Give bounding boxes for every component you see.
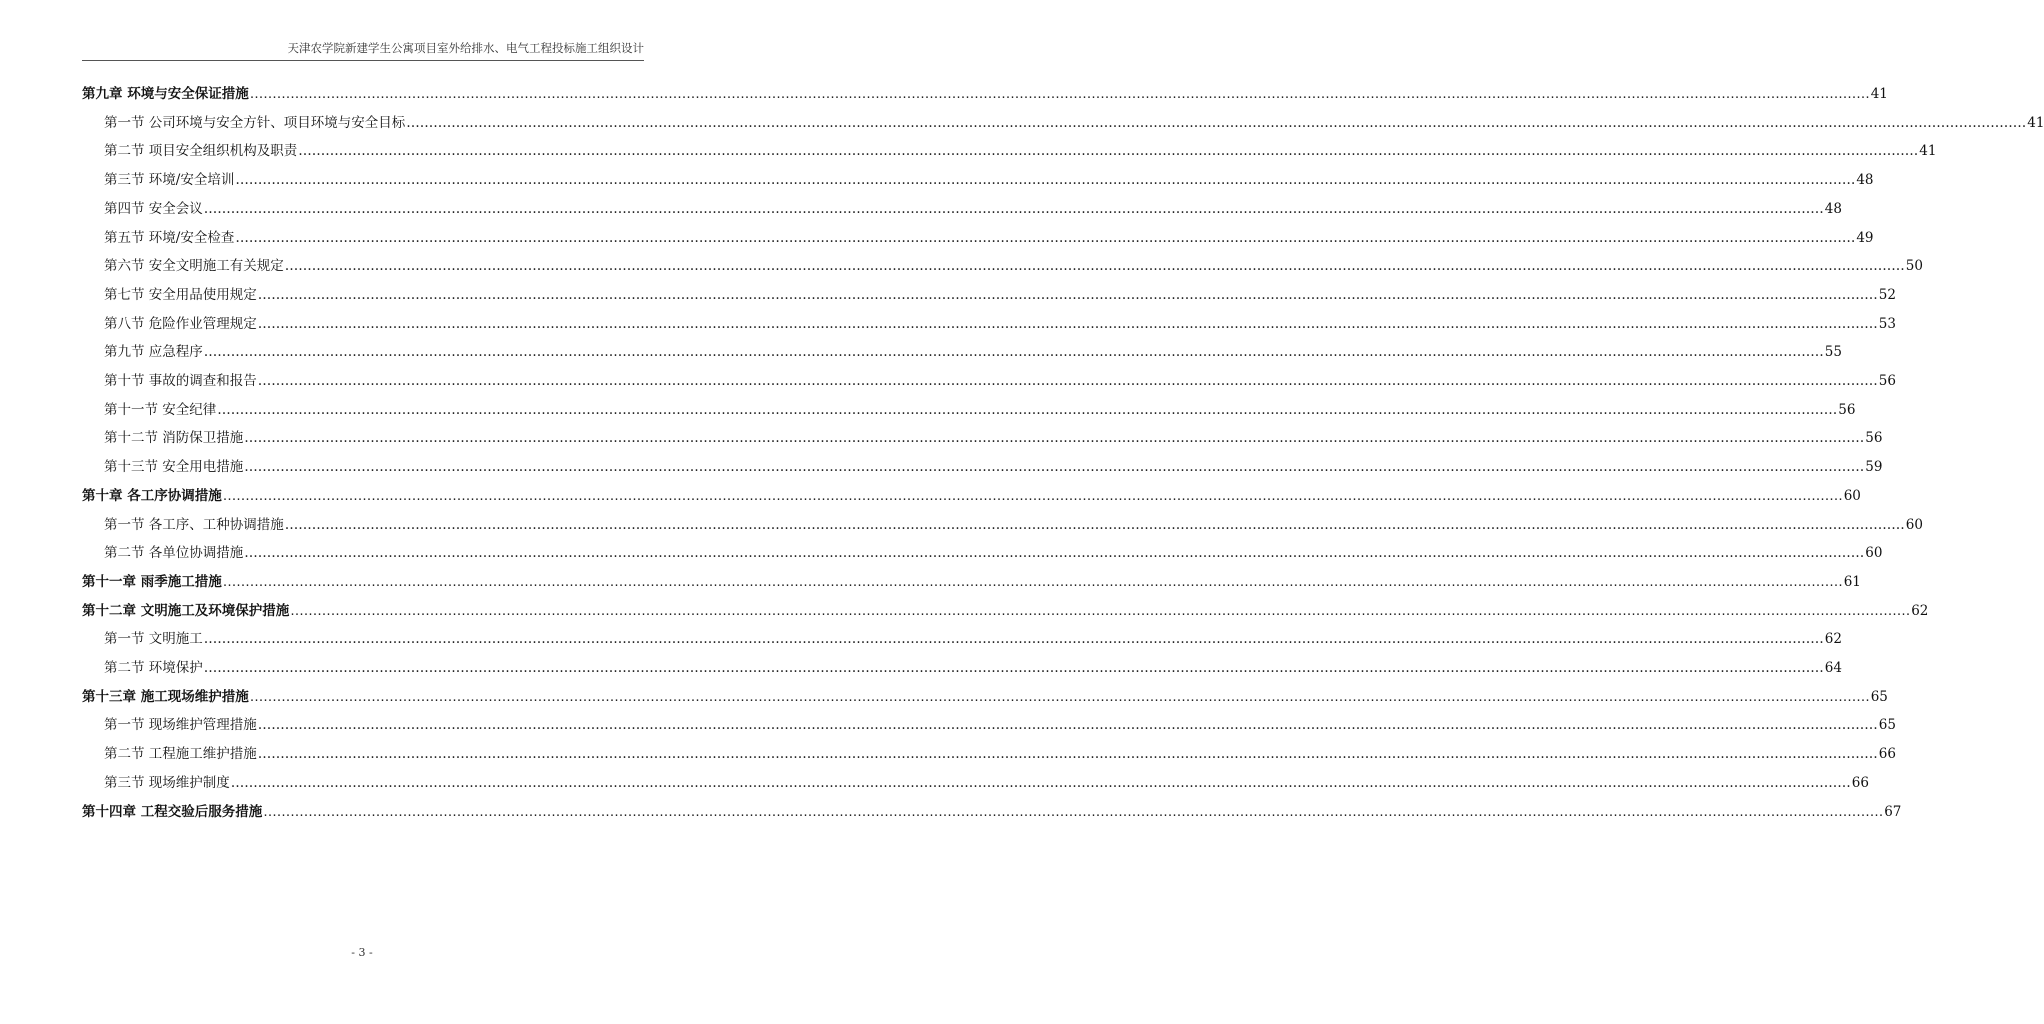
toc-entry-page-number: 48 — [1856, 172, 1874, 189]
toc-entry-title: 第三节 现场维护制度 — [104, 774, 230, 791]
toc-entry-page-number: 55 — [1824, 344, 1842, 361]
toc-entry-title: 第十三节 安全用电措施 — [104, 459, 244, 476]
toc-section-entry[interactable] — [104, 342, 1842, 362]
toc-section-entry[interactable] — [104, 199, 1842, 219]
toc-dot-leader: ……………………………………………………………………………………………………………………………………………………………………………………………………………………………………………………………………………………………………………………………… — [222, 573, 1843, 590]
toc-entry-page-number: 59 — [1865, 459, 1883, 476]
toc-entry-title: 第十节 事故的调查和报告 — [104, 373, 257, 389]
toc-entry-page-number: 65 — [1870, 688, 1888, 705]
toc-entry-page-number: 50 — [1905, 258, 1923, 275]
toc-entry-title: 第二节 各单位协调措施 — [104, 545, 244, 562]
toc-entry-page-number: 60 — [1843, 487, 1861, 504]
toc-entry-title: 第十一节 安全纪律 — [104, 401, 217, 418]
toc-section-entry[interactable] — [104, 314, 1896, 334]
toc-chapter-entry[interactable] — [82, 84, 1888, 104]
toc-dot-leader: ……………………………………………………………………………………………………………………………………………………………………………………………………………………………………………………………………………………………………………………………… — [203, 200, 1824, 217]
toc-dot-leader: ……………………………………………………………………………………………………………………………………………………………………………………………………………………………………………………………………………………………………………………………… — [263, 803, 1884, 820]
toc-entry-title: 第一节 公司环境与安全方针、项目环境与安全目标 — [104, 114, 406, 131]
toc-dot-leader: ……………………………………………………………………………………………………………………………………………………………………………………………………………………………………………………………………………………………………………………………… — [249, 688, 1870, 705]
toc-entry-title: 第十章 各工序协调措施 — [82, 487, 222, 504]
toc-dot-leader: ……………………………………………………………………………………………………………………………………………………………………………………………………………………………………………………………………………………………………………………………… — [244, 459, 1865, 476]
toc-entry-page-number: 56 — [1878, 373, 1896, 389]
toc-entry-page-number: 60 — [1865, 545, 1883, 562]
toc-dot-leader: ……………………………………………………………………………………………………………………………………………………………………………………………………………………………………………………………………………………………………………………………… — [244, 545, 1865, 562]
toc-dot-leader: ……………………………………………………………………………………………………………………………………………………………………………………………………………………………………………………………………………………………………………………………… — [284, 258, 1905, 275]
toc-entry-title: 第十三章 施工现场维护措施 — [82, 688, 249, 705]
toc-entry-page-number: 49 — [1856, 229, 1874, 246]
toc-dot-leader: ……………………………………………………………………………………………………………………………………………………………………………………………………………………………………………………………………………………………………………………………… — [298, 143, 1919, 160]
toc-section-entry[interactable] — [104, 629, 1842, 649]
toc-section-entry[interactable] — [104, 113, 2044, 133]
toc-chapter-entry[interactable] — [82, 802, 1902, 822]
toc-section-entry[interactable] — [104, 285, 1896, 305]
toc-entry-page-number: 64 — [1824, 660, 1842, 676]
toc-chapter-entry[interactable] — [82, 687, 1888, 707]
toc-entry-title: 第十四章 工程交验后服务措施 — [82, 803, 263, 820]
toc-entry-page-number: 48 — [1824, 200, 1842, 217]
toc-entry-title: 第一节 现场维护管理措施 — [104, 717, 257, 734]
toc-section-entry[interactable] — [104, 658, 1842, 678]
toc-dot-leader: ……………………………………………………………………………………………………………………………………………………………………………………………………………………………………………………………………………………………………………………………… — [257, 717, 1878, 734]
toc-entry-page-number: 62 — [1911, 602, 1929, 619]
toc-section-entry[interactable] — [104, 457, 1883, 477]
toc-entry-page-number: 56 — [1838, 401, 1856, 418]
toc-entry-page-number: 52 — [1878, 286, 1896, 303]
toc-entry-title: 第一节 各工序、工种协调措施 — [104, 516, 284, 533]
toc-entry-title: 第二节 工程施工维护措施 — [104, 746, 257, 763]
toc-section-entry[interactable] — [104, 141, 1937, 161]
toc-dot-leader: ……………………………………………………………………………………………………………………………………………………………………………………………………………………………………………………………………………………………………………………………… — [249, 86, 1870, 102]
toc-section-entry[interactable] — [104, 744, 1896, 764]
toc-entry-page-number: 66 — [1851, 774, 1869, 791]
toc-entry-title: 第二节 项目安全组织机构及职责 — [104, 143, 298, 160]
toc-dot-leader: ……………………………………………………………………………………………………………………………………………………………………………………………………………………………………………………………………………………………………………………………… — [257, 286, 1878, 303]
toc-dot-leader: ……………………………………………………………………………………………………………………………………………………………………………………………………………………………………………………………………………………………………………………………… — [222, 487, 1843, 504]
toc-entry-title: 第十二节 消防保卫措施 — [104, 430, 244, 447]
toc-section-entry[interactable] — [104, 773, 1869, 793]
toc-entry-title: 第十一章 雨季施工措施 — [82, 573, 222, 590]
toc-entry-title: 第七节 安全用品使用规定 — [104, 286, 257, 303]
page-header: 天津农学院新建学生公寓项目室外给排水、电气工程投标施工组织设计 — [82, 40, 644, 61]
toc-entry-page-number: 61 — [1843, 573, 1861, 590]
toc-dot-leader: ……………………………………………………………………………………………………………………………………………………………………………………………………………………………………………………………………………………………………………………………… — [257, 315, 1878, 332]
toc-section-entry[interactable] — [104, 543, 1883, 563]
toc-chapter-entry[interactable] — [82, 572, 1861, 592]
toc-dot-leader: ……………………………………………………………………………………………………………………………………………………………………………………………………………………………………………………………………………………………………………………………… — [217, 401, 1838, 418]
toc-section-entry[interactable] — [104, 170, 1874, 190]
toc-dot-leader: ……………………………………………………………………………………………………………………………………………………………………………………………………………………………………………………………………………………………………………………………… — [235, 172, 1856, 189]
toc-section-entry[interactable] — [104, 228, 1874, 248]
toc-entry-title: 第十二章 文明施工及环境保护措施 — [82, 602, 290, 619]
toc-entry-title: 第八节 危险作业管理规定 — [104, 315, 257, 332]
toc-dot-leader: ……………………………………………………………………………………………………………………………………………………………………………………………………………………………………………………………………………………………………………………………… — [257, 746, 1878, 763]
toc-entry-page-number: 41 — [2027, 114, 2044, 131]
toc-dot-leader: ……………………………………………………………………………………………………………………………………………………………………………………………………………………………………………………………………………………………………………………………… — [406, 114, 2027, 131]
toc-dot-leader: ……………………………………………………………………………………………………………………………………………………………………………………………………………………………………………………………………………………………………………………………… — [203, 631, 1824, 648]
toc-dot-leader: ……………………………………………………………………………………………………………………………………………………………………………………………………………………………………………………………………………………………………………………………… — [230, 774, 1851, 791]
toc-entry-title: 第一节 文明施工 — [104, 631, 203, 648]
toc-dot-leader: ……………………………………………………………………………………………………………………………………………………………………………………………………………………………………………………………………………………………………………………………… — [203, 660, 1824, 676]
toc-entry-title: 第四节 安全会议 — [104, 200, 203, 217]
toc-dot-leader: ……………………………………………………………………………………………………………………………………………………………………………………………………………………………………………………………………………………………………………………………… — [235, 229, 1856, 246]
toc-entry-page-number: 62 — [1824, 631, 1842, 648]
toc-entry-page-number: 56 — [1865, 430, 1883, 447]
toc-entry-page-number: 66 — [1878, 746, 1896, 763]
page-number: - 3 - — [351, 946, 373, 959]
toc-entry-page-number: 65 — [1878, 717, 1896, 734]
toc-entry-page-number: 53 — [1878, 315, 1896, 332]
toc-section-entry[interactable] — [104, 428, 1883, 448]
toc-section-entry[interactable] — [104, 400, 1856, 420]
toc-section-entry[interactable] — [104, 715, 1896, 735]
toc-entry-page-number: 67 — [1884, 803, 1902, 820]
toc-chapter-entry[interactable] — [82, 601, 1929, 621]
toc-dot-leader: ……………………………………………………………………………………………………………………………………………………………………………………………………………………………………………………………………………………………………………………………… — [257, 373, 1878, 389]
toc-entry-page-number: 60 — [1905, 516, 1923, 533]
toc-entry-title: 第九章 环境与安全保证措施 — [82, 86, 249, 102]
toc-section-entry[interactable] — [104, 256, 1923, 276]
toc-dot-leader: ……………………………………………………………………………………………………………………………………………………………………………………………………………………………………………………………………………………………………………………………… — [244, 430, 1865, 447]
toc-entry-title: 第九节 应急程序 — [104, 344, 203, 361]
toc-entry-title: 第三节 环境/安全培训 — [104, 172, 235, 189]
toc-dot-leader: ……………………………………………………………………………………………………………………………………………………………………………………………………………………………………………………………………………………………………………………………… — [290, 602, 1911, 619]
toc-dot-leader: ……………………………………………………………………………………………………………………………………………………………………………………………………………………………………………………………………………………………………………………………… — [284, 516, 1905, 533]
toc-entry-title: 第二节 环境保护 — [104, 660, 203, 676]
toc-chapter-entry[interactable] — [82, 486, 1861, 506]
toc-entry-page-number: 41 — [1919, 143, 1937, 160]
toc-section-entry[interactable] — [104, 515, 1923, 535]
toc-section-entry[interactable] — [104, 371, 1896, 391]
toc-entry-title: 第六节 安全文明施工有关规定 — [104, 258, 284, 275]
toc-dot-leader: ……………………………………………………………………………………………………………………………………………………………………………………………………………………………………………………………………………………………………………………………… — [203, 344, 1824, 361]
toc-entry-page-number: 41 — [1870, 86, 1888, 102]
toc-entry-title: 第五节 环境/安全检查 — [104, 229, 235, 246]
